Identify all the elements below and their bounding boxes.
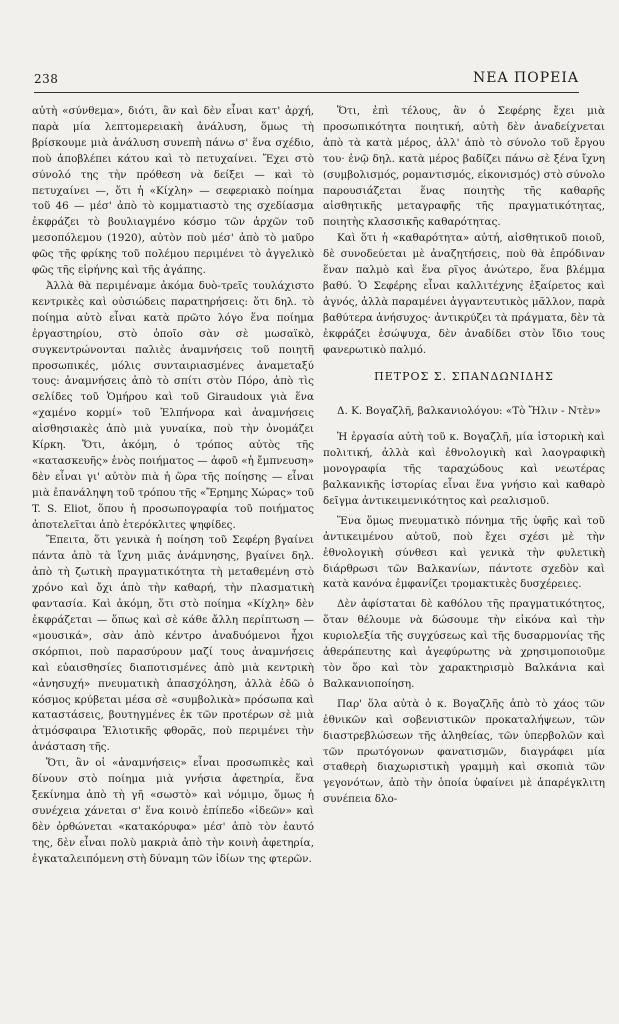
paragraph: Ὅτι, ἐπὶ τέλους, ἂν ὁ Σεφέρης ἔχει μιὰ προσωπικότητα ποιητική, αὐτὴ δὲν ἀναδείχνεται ἀπὸ τὰ κατὰ μέρος, ἀλλ' ἀπὸ τὸ σύνολο τοῦ ἔργου του· ἐνῷ δηλ. κατὰ μέρος βαδίζει πάνω σὲ ξένα ἴχνη (συμβολισμός, ρομαντισμός, εἰκονισμός) στὸ σύνολο παρουσιάζεται ἕνας ποιητὴς τῆς καθαρῆς αἰσθητικῆς μεταγραφῆς τῆς πραγματικότητας, ποιητὴς κλασσικῆς καθαρότητας. <box>323 105 605 229</box>
running-header <box>34 70 579 93</box>
journal-title: ΝΕΑ ΠΟΡΕΙΑ <box>473 70 579 86</box>
paragraph: Καὶ ὅτι ἡ «καθαρότητα» αὐτή, αἰσθητικοῦ ποιοῦ, δὲ συνοδεύεται μὲ ἀναζητήσεις, ποὺ θὰ ἐπρόδιναν ἕναν παλμὸ καὶ ἕνα ρῖγος ἀνώτερο, ἕνα βλέμμα βαθύ. Ὁ Σεφέρης εἶναι καλλιτέχνης ἐξαίρετος καὶ ἁγνός, ἀλλὰ παραμένει ἀγγαντευτικὸς μᾶλλον, παρὰ βαθύτερα ἀνήσυχος· ἀντικρύζει τὰ πράγματα, δὲν τὰ ἐκφράζει ἐσώψυχα, δὲν ἀναδίδει στὸν ἴδιο τους φανερωτικὸ παλμό. <box>323 232 605 356</box>
author-signature: ΠΕΤΡΟΣ Σ. ΣΠΑΝΔΩΝΙΔΗΣ <box>374 369 554 383</box>
right-column <box>323 104 605 808</box>
paragraph: αὐτὴ «σύνθεμα», διότι, ἂν καὶ δὲν εἶναι κατ' ἀρχή, παρὰ μία λεπτομερειακὴ ἀνάλυση, ὅμως τὴ βρίσκουμε μιὰ ἀνάλυση συνεπὴ πάνω σ' ἕνα σχέδιο, ποὺ ἀποβλέπει κάτου καὶ τὸ πετυχαίνει. Ἔχει στὸ σύνολό της τὴν πρόθεση νὰ δείξει — καὶ τὸ πετυχαίνει —, ὅτι ἡ «Κίχλη» — σεφεριακὸ ποίημα τοῦ 46 — μέσ' ἀπὸ τὸ κομματιαστὸ της σχεδίασμα ἐκφράζει τὸ βουλιαγμένο κόσμο τῶν ἀρχῶν τοῦ μεσοπόλεμου (1920), αὐτὸν ποὺ μέσ' ἀπὸ τὸ μαῦρο φῶς τῆς φρίκης τοῦ πολέμου περιμένει τὸ ἀγγελικὸ φῶς τῆς εἰρήνης καὶ τῆς ἀγάπης. <box>32 105 314 277</box>
paragraph: Ἀλλὰ θὰ περιμέναμε ἀκόμα δυὸ-τρεῖς τουλάχιστο κεντρικὲς καὶ οὐσιώδεις παρατηρήσεις: ὅτι δηλ. τὸ ποίημα αὐτὸ εἶναι κατὰ πρῶτο λόγο ἕνα ποίημα ἐργαστηρίου, στὸ ὁποῖο σὰν σὲ μωσαϊκὸ, συγκεντρώνονται παλιὲς ἀναμνήσεις τοῦ ποιητῆ προσωπικές, μόλις συνταιριασμένες ἀναμεταξύ τους: ἀναμνήσεις ἀπὸ τὸ σπίτι στὸν Πόρο, ἀπὸ τὶς σελίδες τοῦ Ὁμήρου καὶ τοῦ Giraudoux γιὰ ἕνα «χαμένο κορμί» τοῦ Ἐλπήνορα καὶ ἀναμνήσεις αἰσθησιακὲς ἀπὸ μιὰ γυναίκα, ποὺ τὴν ὀνομάζει Κίρκη. Ὅτι, ἀκόμη, ὁ τρόπος αὐτὸς τῆς «κατασκευῆς» ἑνὸς ποιήματος — ἀφοῦ «ἡ ἔμπνευση» δὲν εἶναι γι' αὐτὸν πιὰ ἡ ὥρα τῆς ποίησης — εἶναι μιὰ ἐπανάληψη τοῦ τρόπου τῆς «Ἔρημης Χώρας» τοῦ T. S. Eliot, ὅπου ἡ προσωπογραφία τοῦ ποιήματος ἀποτελεῖται ἀπὸ ἑτερόκλιτες ψηφίδες. <box>32 279 314 531</box>
paragraph: Ἕνα ὅμως πνευματικὸ πόνημα τῆς ὑφῆς καὶ τοῦ ἀντικειμένου αὐτοῦ, ποὺ ἔχει σχέσι μὲ τὴν ἐθνολογικὴ σύνθεσι καὶ γενικὰ τὴν φυλετικὴ διάρθρωσι τῶν Βαλκανίων, πάντοτε σχεδὸν καὶ κατὰ κανόνα ἐμφανίζει τρομακτικὲς δυσχέρειες. <box>323 514 605 591</box>
paragraph: Ἔπειτα, ὅτι γενικὰ ἡ ποίηση τοῦ Σεφέρη βγαίνει πάντα ἀπὸ τὰ ἴχνη μιᾶς ἀνάμνησης, βγαίνει δηλ. ἀπὸ τὴ ζωτικὴ πραγματικότητα τὴ μεταθεμένη στὸ χρόνο καὶ ὄχι ἀπὸ τὴν καθαρή, τὴν πλασματικὴ φαντασία. Καὶ ἀκόμη, ὅτι στὸ ποίημα «Κίχλη» δὲν ἐκφράζεται — ὅπως καὶ σὲ κάθε ἄλλη περίπτωση — «μουσικά», σὰν ἀπὸ κέντρο ἀναδυόμενοι ἦχοι σκόρπιοι, ποὺ παρασύρουν μαζί τους ἀναμνήσεις καὶ εὐαισθησίες διαποτισμένες ἀπὸ μιὰ κεντρικὴ «ἀνησυχή» πνευματικὴ ἀπασχόληση, ἀλλὰ ἐδῶ ὁ κόσμος κρύβεται μέσα σὲ «συμβολικὰ» πρόσωπα καὶ καταστάσεις, βουτηγμένες ἐκ τῶν προτέρων σὲ μιὰ ἀτμόσφαιρα Ἐλιοτικῆς φθορᾶς, ποὺ περιμένει τὴν ἀνάσταση τῆς. <box>32 534 314 754</box>
paragraph: Δὲν ἀφίσταται δὲ καθόλου τῆς πραγματικότητος, ὅταν θέλουμε νὰ δώσουμε τὴν εἰκόνα καὶ τὴν κυριολεξία τῆς συγχύσεως καὶ τῆς δυσαρμονίας τῆς ἀθεράπευτης καὶ ἀγεφύρωτης νὰ χρησιμοποιοῦμε τὸν ὅρο καὶ τὸν χαρακτηρισμὸ Βαλκάνια καὶ Βαλκανιοποίηση. <box>323 598 605 690</box>
page-number: 238 <box>34 72 59 86</box>
paragraph: Ὅτι, ἂν οἱ «ἀναμνήσεις» εἶναι προσωπικὲς καὶ δίνουν στὸ ποίημα μιὰ γνήσια ἀφετηρία, ἕνα ξεκίνημα ἀπὸ τὴ γῆ «σωστὸ» καὶ νόμιμο, ὅμως ἡ συνέχεια χάνεται σ' ἕνα κοινὸ ἐπίπεδο «ἰδεῶν» καὶ δὲν ὀρθώνεται «κατακόρυφα» μέσ' ἀπὸ τὸν ἑαυτό της, δὲν εἶναι πολὺ μακριὰ ἀπὸ τὴν κοινὴ ἀφετηρία, ἐγκαταλειπόμενη στὴ δύναμη τῶν ἰδίων της φτερῶν. <box>32 757 314 865</box>
review-heading: Δ. Κ. Βογαζλῆ, βαλκανιολόγου: «Τὸ Ἤλιν - Ντὲν» <box>337 405 601 418</box>
paragraph: Ἡ ἐργασία αὐτὴ τοῦ κ. Βογαζλῆ, μία ἱστορικὴ καὶ πολιτική, ἀλλὰ καὶ ἐθνολογικὴ καὶ λαογραφικὴ μονογραφία τῆς ταραχώδους καὶ νεωτέρας βαλκανικῆς ἱστορίας εἶναι ἕνα γνήσιο καὶ καθαρὸ δεῖγμα ἀντικειμενικότητος καὶ ρεαλισμοῦ. <box>323 431 605 507</box>
paragraph: Παρ' ὅλα αὐτὰ ὁ κ. Βογαζλῆς ἀπὸ τὸ χάος τῶν ἐθνικῶν καὶ σοβενιστικῶν προκαταλήψεων, τῶν διαστρεβλώσεων τῆς ἀληθείας, τῶν ὑπερβολῶν καὶ τῶν πρωτόγονων φανατισμῶν, διαγράφει μία σταθερὴ διαχωριστικὴ γραμμὴ καὶ σκοπιὰ τῶν γεγονότων, ἀπὸ τὴν ὁποία ὑφαίνει μὲ ἀπαρέγκλιτη συνέπεια δλο- <box>323 697 605 806</box>
left-column <box>32 104 314 868</box>
